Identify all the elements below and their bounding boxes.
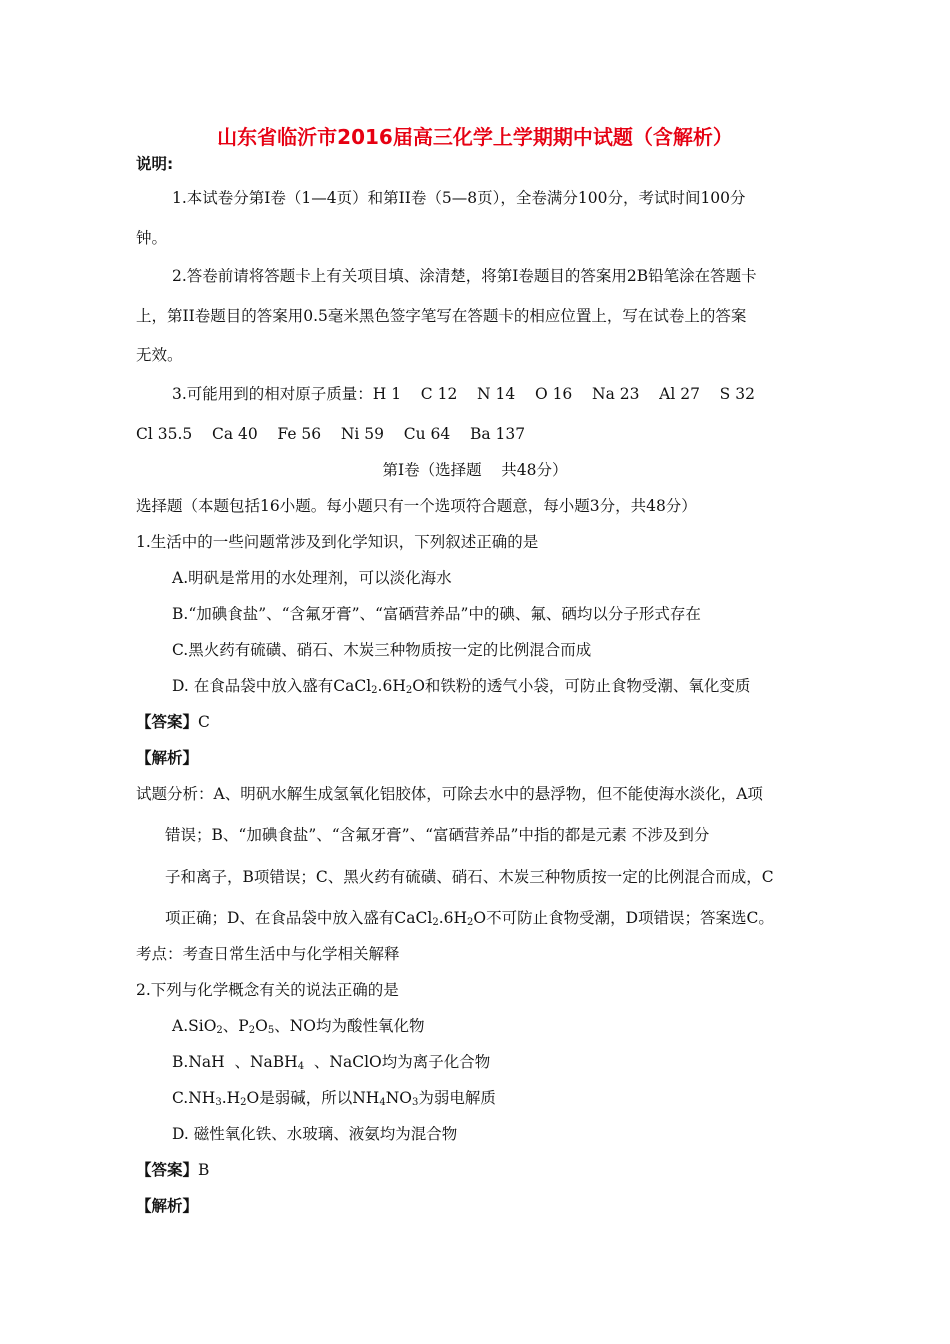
q2-stem: 2.下列与化学概念有关的说法正确的是 [136,981,399,999]
section-title: 第I卷（选择题 共48分） [382,461,568,479]
q1-option-c: C.黑火药有硫磺、硝石、木炭三种物质按一定的比例混合而成 [172,641,592,659]
q2-answer: 【答案】B [136,1161,210,1179]
note-2-line-2: 上，第II卷题目的答案用0.5毫米黑色签字笔写在答题卡的相应位置上，写在试卷上的答案 [136,307,747,325]
note-2-line-1: 2.答卷前请将答题卡上有关项目填、涂清楚，将第I卷题目的答案用2B铅笔涂在答题卡 [172,267,757,285]
note-3-line-1: 3.可能用到的相对原子质量：H 1 C 12 N 14 O 16 Na 23 Al 27 S 32 [172,385,755,403]
note-2-line-3: 无效。 [136,346,183,364]
q1-option-a: A.明矾是常用的水处理剂，可以淡化海水 [172,569,452,587]
q1-analysis-line-3: 子和离子，B项错误；C、黑火药有硫磺、硝石、木炭三种物质按一定的比例混合而成，C [165,868,774,886]
q2-option-a: A.SiO$_2$、$P_2O_5$、NO均为酸性氧化物 [172,1017,425,1036]
q2-option-b: B.NaH 、NaBH$_4$ 、NaClO均为离子化合物 [172,1053,491,1072]
note-1-line-2: 钟。 [136,229,168,247]
q2-analysis-label: 【解析】 [136,1197,199,1215]
q2-option-d: D. 磁性氧化铁、水玻璃、液氨均为混合物 [172,1125,458,1143]
q1-answer: 【答案】C [136,713,210,731]
q1-analysis-line-4: 项正确；D、在食品袋中放入盛有$CaCl_2.6H_2O$不可防止食物受潮，D项错误；答案选C。 [165,909,774,928]
note-1-line-1: 1.本试卷分第I卷（1—4页）和第II卷（5—8页），全卷满分100分，考试时间100分 [172,189,746,207]
section-intro: 选择题（本题包括16小题。每小题只有一个选项符合题意，每小题3分，共48分） [136,497,697,515]
note-3-line-2: Cl 35.5 Ca 40 Fe 56 Ni 59 Cu 64 Ba 137 [136,425,526,443]
q1-analysis-line-1: 试题分析：A、明矾水解生成氢氧化铝胶体，可除去水中的悬浮物，但不能使海水淡化，A项 [136,785,763,803]
q1-analysis-label: 【解析】 [136,749,199,767]
notes-heading: 说明: [136,155,174,173]
q1-stem: 1.生活中的一些问题常涉及到化学知识，下列叙述正确的是 [136,533,539,551]
q1-option-b: B.“加碘食盐”、“含氟牙膏”、“富硒营养品”中的碘、氟、硒均以分子形式存在 [172,605,701,623]
q1-analysis-line-2: 错误；B、“加碘食盐”、“含氟牙膏”、“富硒营养品”中指的都是元素 不涉及到分 [165,826,710,844]
q2-option-c: $C.NH_3.H_2O$是弱碱，所以$NH_4NO_3$为弱电解质 [172,1089,496,1108]
document-title: 山东省临沂市2016届高三化学上学期期中试题（含解析） [217,125,733,149]
q1-kaodian: 考点：考查日常生活中与化学相关解释 [136,945,400,963]
q1-option-d: D. 在食品袋中放入盛有$CaCl_2.6H_2O$和铁粉的透气小袋，可防止食物受潮、氧化变质 [172,677,751,696]
